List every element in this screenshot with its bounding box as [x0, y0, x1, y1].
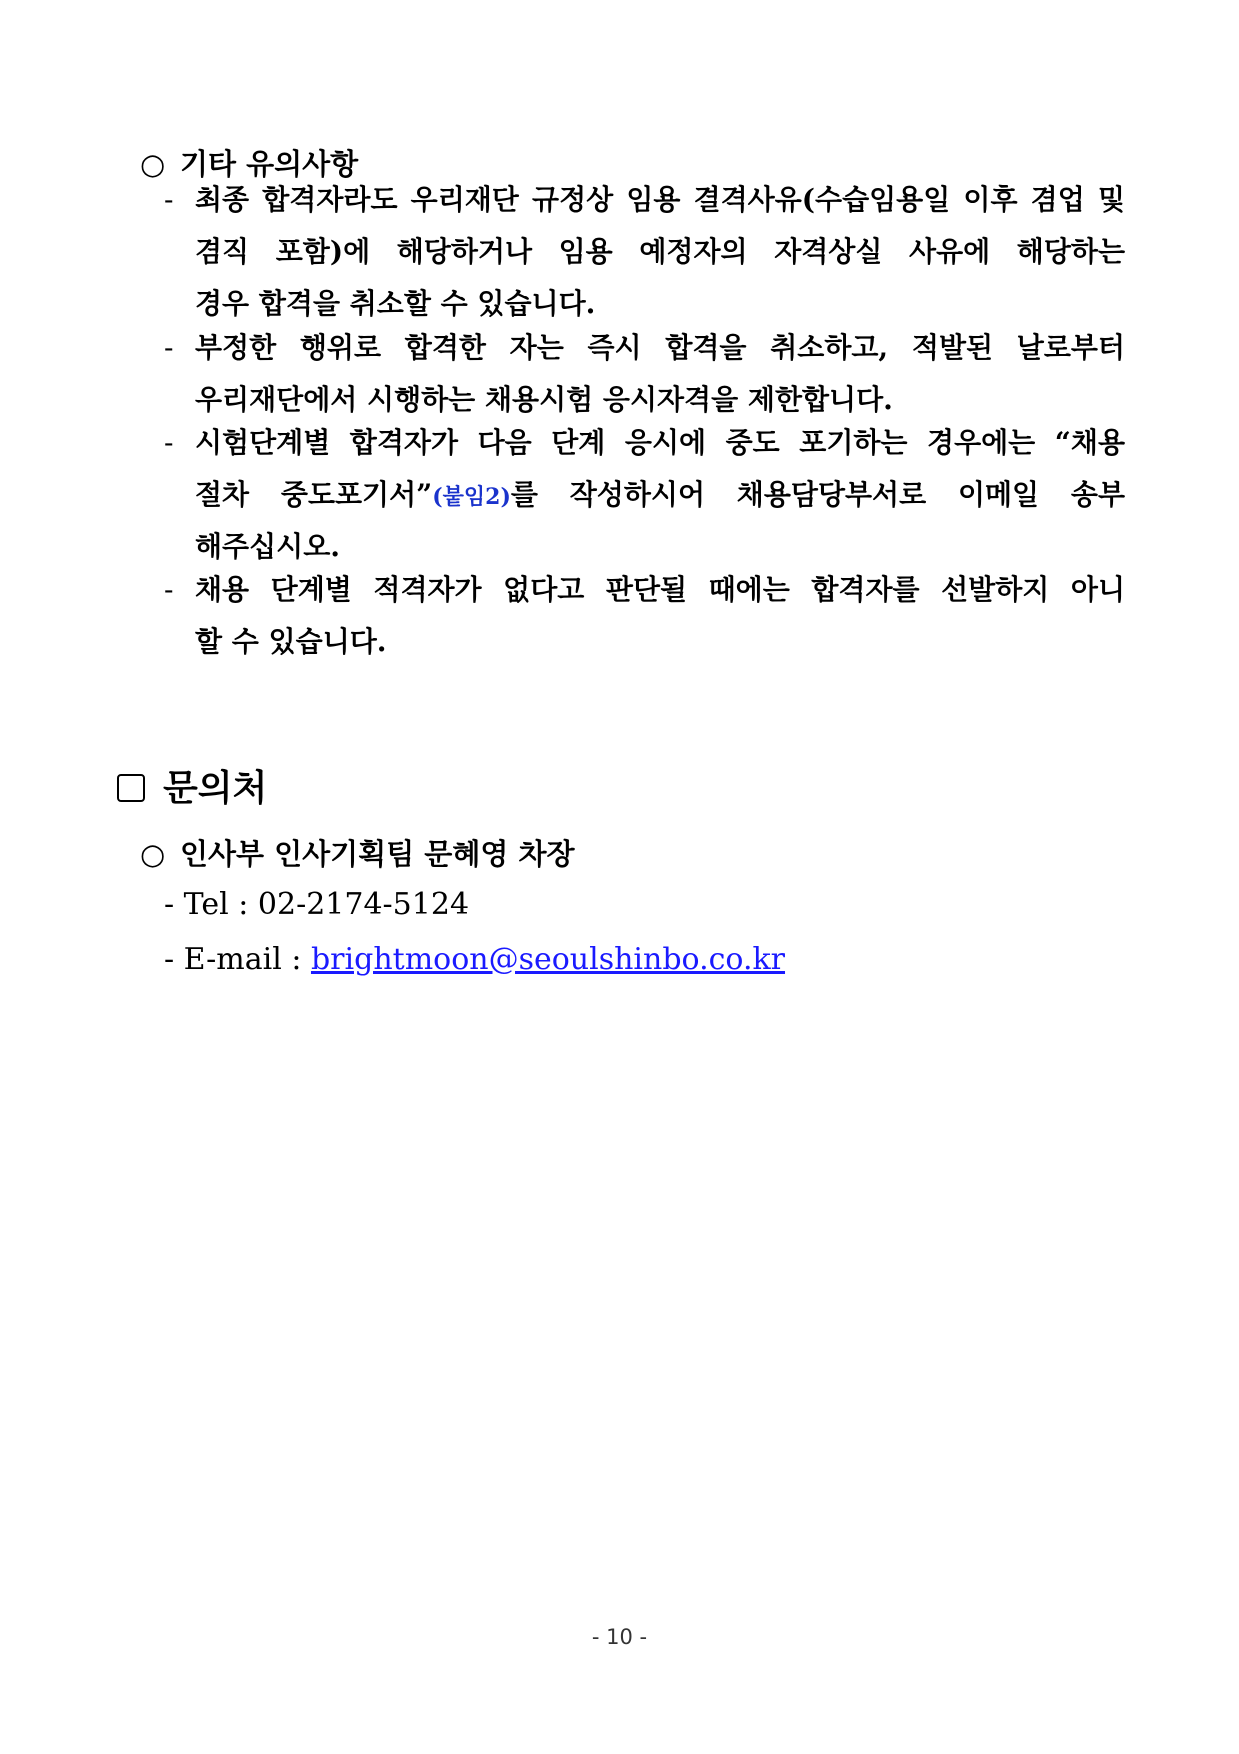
notes-item-4-line-2: 할 수 있습니다.: [195, 625, 387, 658]
notes-item-1-line-2: 겸직 포함)에 해당하거나 임용 예정자의 자격상실 사유에 해당하는: [195, 235, 1125, 268]
notes-item-3-line-1: 시험단계별 합격자가 다음 단계 응시에 중도 포기하는 경우에는 “채용: [195, 426, 1125, 459]
notes-item-3-line-2-after: 를 작성하시어 채용담당부서로 이메일 송부: [510, 478, 1125, 511]
notes-item-1-line-3: 경우 합격을 취소할 수 있습니다.: [195, 287, 596, 320]
notes-item-3-line-3: 해주십시오.: [195, 530, 340, 563]
contact-section-title-text: 문의처: [163, 768, 268, 809]
contact-email: [164, 935, 785, 985]
notes-item-4-line-1: 채용 단계별 적격자가 없다고 판단될 때에는 합격자를 선발하지 아니: [195, 573, 1125, 606]
notes-item-2-line-2: 우리재단에서 시행하는 채용시험 응시자격을 제한합니다.: [195, 383, 893, 416]
dash-bullet: -: [164, 573, 174, 606]
tel-value: 02-2174-5124: [257, 887, 470, 922]
notes-item-2-line-1: 부정한 행위로 합격한 자는 즉시 합격을 취소하고, 적발된 날로부터: [195, 331, 1125, 364]
notes-item-1-line-1: 최종 합격자라도 우리재단 규정상 임용 결격사유(수습임용일 이후 겸업 및: [195, 183, 1125, 216]
dash-bullet: -: [164, 183, 174, 216]
notes-item-3: [195, 417, 1125, 573]
circle-bullet-icon: ○: [140, 147, 166, 181]
checkbox-square-icon: [117, 774, 145, 802]
email-link[interactable]: brightmoon@seoulshinbo.co.kr: [310, 942, 786, 977]
email-label: - E-mail :: [164, 942, 311, 977]
circle-bullet-icon: ○: [140, 837, 166, 871]
notes-item-3-line-2-before: 절차 중도포기서”: [195, 478, 433, 511]
contact-tel: [164, 880, 469, 930]
dash-bullet: -: [164, 331, 174, 364]
notes-item-2: [195, 322, 1125, 426]
dash-bullet: -: [164, 426, 174, 459]
attachment-reference: (붙임2): [432, 484, 511, 510]
contact-person-text: 인사부 인사기획팀 문혜영 차장: [180, 837, 575, 871]
tel-label: - Tel :: [164, 887, 258, 922]
notes-item-3-line-2: [195, 469, 1125, 521]
notes-item-4: [195, 564, 1125, 668]
notes-heading-text: 기타 유의사항: [180, 147, 359, 181]
page-number: - 10 -: [591, 1625, 648, 1649]
notes-item-1: [195, 174, 1125, 330]
contact-section-title: [117, 764, 267, 814]
contact-person: [140, 832, 574, 873]
